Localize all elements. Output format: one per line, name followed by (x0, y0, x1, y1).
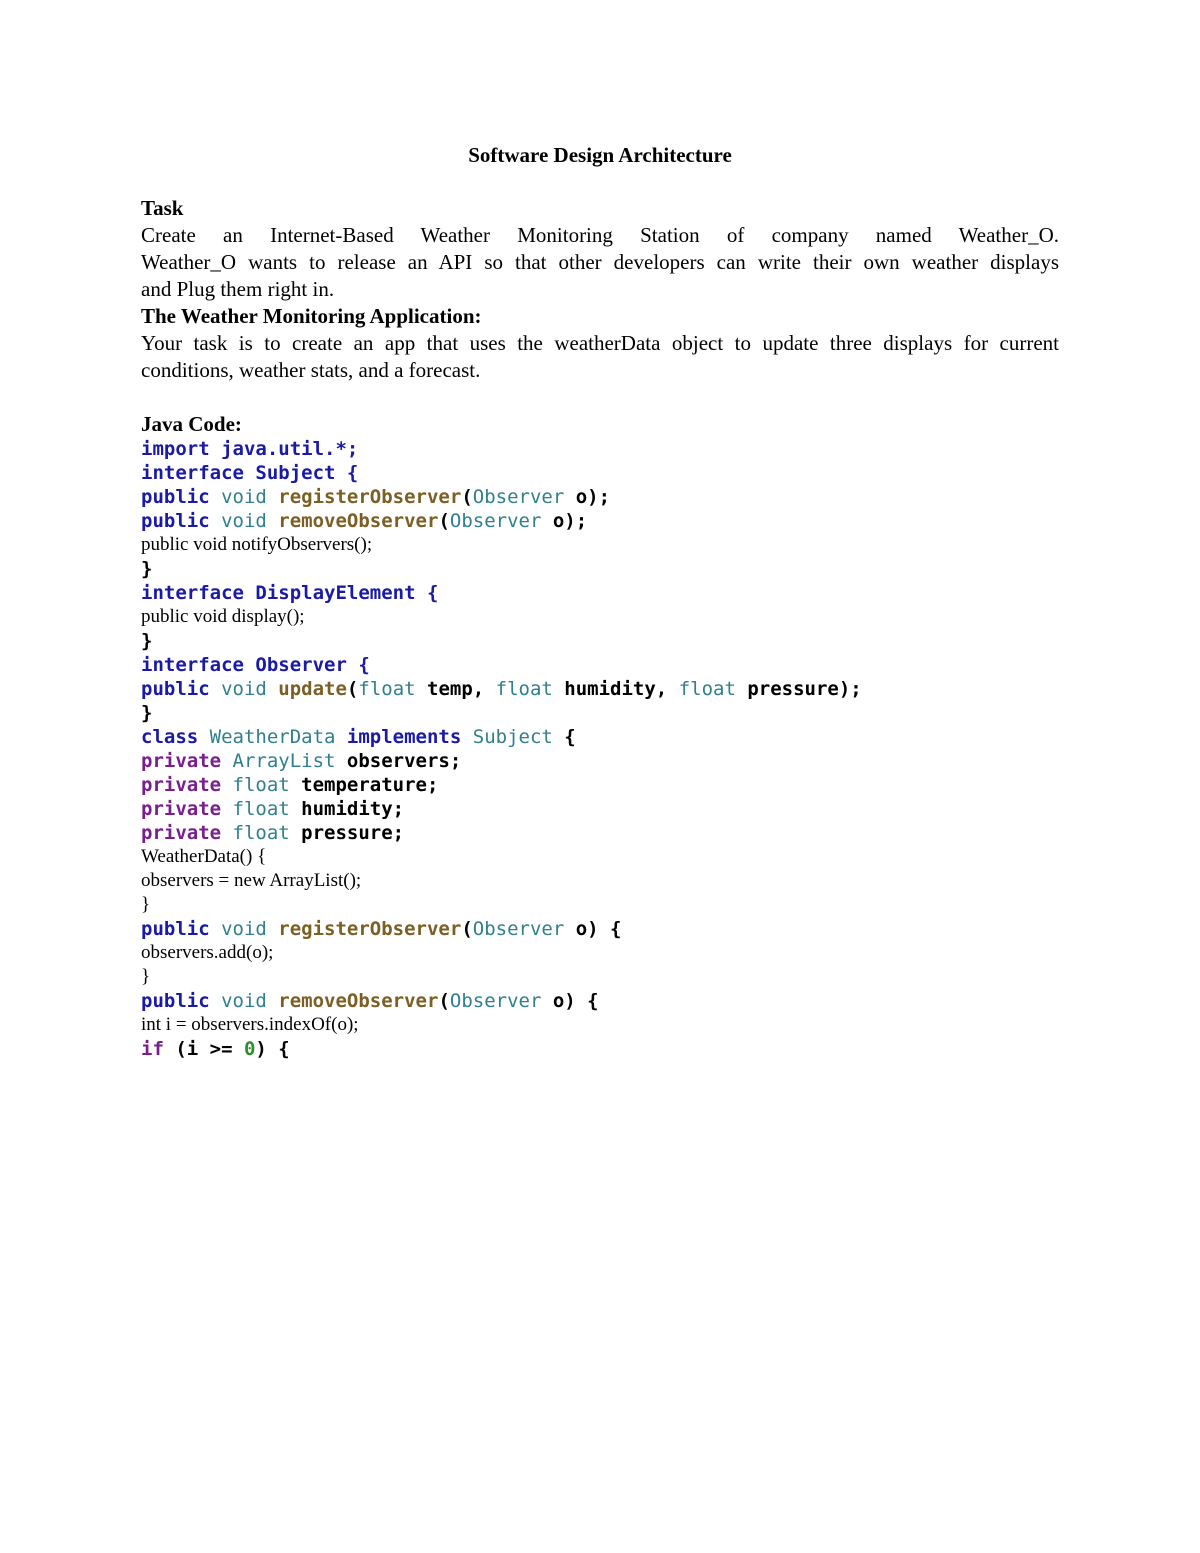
code-token: float (358, 678, 416, 700)
task-paragraph-line: and Plug them right in. (141, 277, 335, 301)
code-token: void (209, 486, 267, 508)
app-heading: The Weather Monitoring Application: (141, 304, 482, 328)
code-line (141, 749, 1059, 773)
app-paragraph (141, 330, 1059, 357)
app-paragraph-line: Your task is to create an app that uses the weatherData object to update three displays for current (141, 331, 1059, 355)
document-body (141, 195, 1059, 438)
code-token: update (266, 678, 347, 700)
code-line: WeatherData() { (141, 846, 267, 867)
code-token: ( (461, 918, 473, 940)
code-token: void (209, 678, 267, 700)
task-paragraph-line: Weather_O wants to release an API so that other developers can write their own weather displays (141, 250, 1059, 274)
code-line: int i = observers.indexOf(o); (141, 1014, 359, 1035)
code-token: import (141, 438, 210, 460)
blank-line (141, 384, 1059, 411)
code-token: ( (438, 510, 450, 532)
code-token: o) { (541, 990, 599, 1012)
code-line (141, 797, 1059, 821)
code-line: } (141, 702, 153, 724)
code-token: DisplayElement { (243, 582, 439, 604)
code-token: o) { (564, 918, 622, 940)
code-token: Observer (472, 918, 565, 940)
code-token: public (141, 486, 210, 508)
code-line (141, 581, 1059, 605)
code-token: registerObserver (266, 486, 462, 508)
code-token: void (209, 918, 267, 940)
code-token: public (141, 678, 210, 700)
code-token: implements (335, 726, 462, 748)
code-token: interface (141, 462, 244, 484)
code-token: humidity; (289, 798, 405, 820)
code-token: registerObserver (266, 918, 462, 940)
app-paragraph (141, 357, 1059, 384)
code-token: float (221, 822, 290, 844)
code-token: private (141, 750, 222, 772)
code-token: ( (461, 486, 473, 508)
code-line: } (141, 630, 153, 652)
code-token: removeObserver (266, 990, 439, 1012)
code-line (141, 677, 1059, 701)
code-token: removeObserver (266, 510, 439, 532)
code-line (141, 773, 1059, 797)
code-token: class (141, 726, 199, 748)
code-line: public void display(); (141, 606, 305, 627)
code-line (141, 725, 1059, 749)
code-token: WeatherData (198, 726, 336, 748)
task-paragraph (141, 222, 1059, 249)
code-token: if (141, 1038, 164, 1060)
code-token: Observer (449, 510, 542, 532)
code-token: Observer (449, 990, 542, 1012)
code-token: private (141, 822, 222, 844)
task-paragraph (141, 249, 1059, 276)
code-line: observers = new ArrayList(); (141, 870, 362, 891)
code-token: float (678, 678, 736, 700)
code-token: o); (564, 486, 611, 508)
code-line: } (141, 894, 151, 915)
code-token: public (141, 510, 210, 532)
code-token: private (141, 798, 222, 820)
task-paragraph-line: Create an Internet-Based Weather Monitoring Station of company named Weather_O. (141, 223, 1059, 247)
code-token: 0 (243, 1038, 256, 1060)
code-token: o); (541, 510, 588, 532)
code-token: humidity, (552, 678, 679, 700)
code-token: Observer (472, 486, 565, 508)
code-token: ( (438, 990, 450, 1012)
code-line (141, 485, 1059, 509)
page-title: Software Design Architecture (468, 143, 732, 167)
code-token: observers; (335, 750, 462, 772)
code-token: float (495, 678, 553, 700)
code-token: java.util.*; (209, 438, 359, 460)
code-block (141, 437, 1059, 1061)
code-line (141, 653, 1059, 677)
code-token: (i >= (163, 1038, 244, 1060)
code-line: } (141, 558, 153, 580)
code-token: temperature; (289, 774, 439, 796)
code-token: interface (141, 654, 244, 676)
code-token: ( (346, 678, 359, 700)
code-line (141, 1037, 1059, 1061)
code-line (141, 509, 1059, 533)
code-line (141, 917, 1059, 941)
code-token: Observer { (243, 654, 370, 676)
code-token: pressure; (289, 822, 405, 844)
app-paragraph-line: conditions, weather stats, and a forecast. (141, 358, 481, 382)
code-token: pressure); (735, 678, 862, 700)
code-line (141, 821, 1059, 845)
code-token: public (141, 918, 210, 940)
code-heading: Java Code: (141, 412, 242, 436)
code-line (141, 989, 1059, 1013)
code-token: Subject { (243, 462, 359, 484)
code-token: public (141, 990, 210, 1012)
task-paragraph (141, 276, 1059, 303)
task-heading: Task (141, 196, 184, 220)
code-line: } (141, 966, 151, 987)
code-token: float (221, 774, 290, 796)
code-token: temp, (415, 678, 496, 700)
code-token: private (141, 774, 222, 796)
code-token: interface (141, 582, 244, 604)
code-token: ) { (255, 1038, 290, 1060)
code-line: observers.add(o); (141, 942, 274, 963)
code-line (141, 461, 1059, 485)
code-token: Subject (461, 726, 553, 748)
code-line (141, 437, 1059, 461)
code-line: public void notifyObservers(); (141, 534, 373, 555)
code-token: { (552, 726, 576, 748)
code-token: void (209, 990, 267, 1012)
code-token: ArrayList (221, 750, 336, 772)
code-token: float (221, 798, 290, 820)
code-token: void (209, 510, 267, 532)
